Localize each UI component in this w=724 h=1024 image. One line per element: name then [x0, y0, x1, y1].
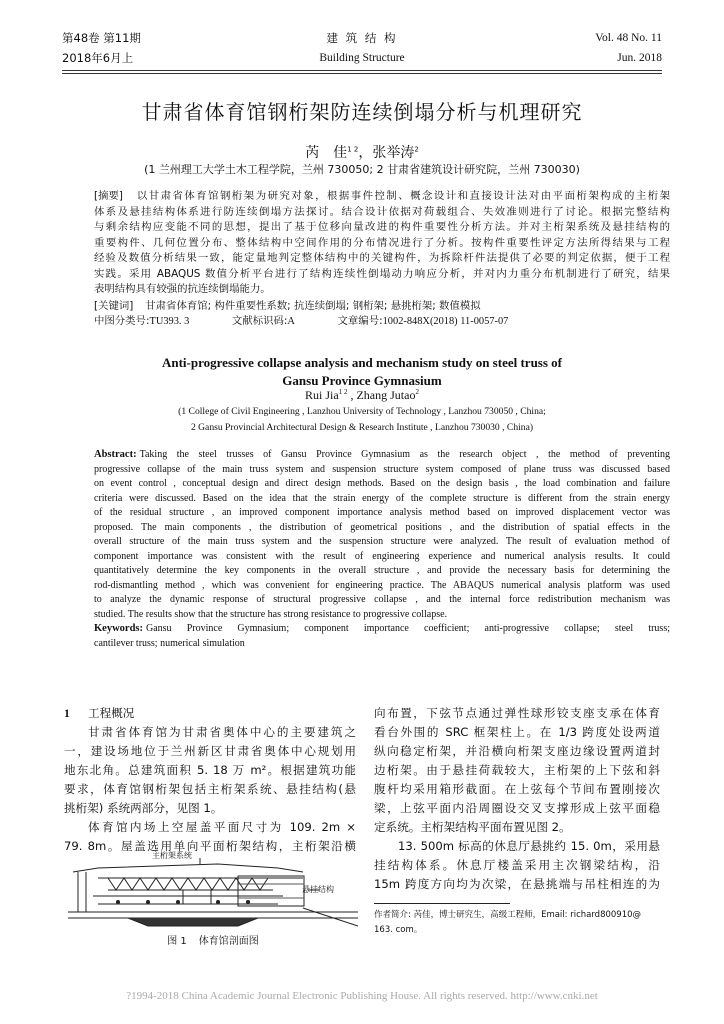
journal-name-en: Building Structure [319, 52, 405, 64]
keywords-en-line: Gansu Province Gymnasium; component importance coefficient; anti-progressive collapse; steel truss; [146, 623, 670, 634]
copyright-footer: ?1994-2018 China Academic Journal Electronic Publishing House. All rights reserved. http://www.cnki.net [126, 990, 598, 1002]
abstract-en-line: to analyze the dynamic response of structural progressive collapse , and the internal force redistribution mechanism was [94, 594, 670, 605]
body-line: 腹杆均采用箱形截面。在上弦每个节间布置刚接次 [374, 782, 660, 796]
figure-label-main-truss: 主桁架系统 [152, 851, 192, 860]
figure-1 [68, 851, 358, 951]
abstract-en-line: criteria were discussed. Based on the idea that the strain energy of the complete structure is different from the strain energy [94, 492, 670, 504]
journal-volume-en [595, 28, 662, 68]
abstract-en-line: on event control , conceptual design and direct design methods. Based on the design basis , the load combination and failure [94, 478, 670, 489]
author-name: 张举涛 [372, 145, 415, 161]
figure-caption [68, 932, 358, 947]
body-line: 体育馆内场上空屋盖平面尺寸为 109. 2m × [88, 820, 356, 834]
journal-name-zh: 建 筑 结 构 [326, 31, 398, 45]
body-line: 看台外围的 SRC 框架柱上。在 1/3 跨度处设两道 [374, 725, 660, 739]
abstract-en-line: proposed. The main components , the distribution of geometrical positions , and the distribution of spatial effects in the [94, 521, 670, 533]
body-line: 边桁架。由于悬挂荷载较大，主桁架的上下弦和斜 [374, 763, 660, 777]
body-line: 挂结构体系。休息厅楼盖采用主次钢梁结构，沿 [374, 858, 660, 872]
figure-caption-text: 体育馆剖面图 [198, 936, 259, 947]
abstract-line: 与剩余结构应变能不同的思想，提出了基于位移向量改进的构件重要性分析方法。并对主桁架系统及悬挂结构的 [94, 221, 670, 233]
authors-zh [0, 142, 724, 162]
section-number: 1 [64, 707, 70, 720]
abstract-en-line: component importance was consistent with the result of engineering experience and numerical analysis results. It could [94, 550, 670, 562]
classification-line [94, 314, 670, 330]
abstract-line: 实践。采用 ABAQUS 数值分析平台进行了结构连续性倒塌动力响应分析，并对内力重分布机制进行了研究，结果 [94, 267, 670, 280]
clc-label: 中图分类号: [94, 315, 150, 327]
abstract-en-line: overall structure of the main truss system and the suspension structure were analyzed. The result of evaluation method of [94, 536, 670, 547]
body-line: 梁，上弦平面内沿周圈设交叉支撑形成上弦平面稳 [374, 801, 660, 815]
author-affil-mark: 1 2 [338, 388, 348, 396]
body-line: 向布置，下弦节点通过弹性球形铰支座支承在体育 [374, 706, 660, 720]
abstract-en-line: rod-dismantling method , which was convenient for engineering practice. The ABAQUS numerical analysis platform was used [94, 579, 670, 591]
abstract-en [94, 448, 670, 651]
body-line: 15m 跨度方向均为次梁，在悬挑端与吊柱相连的为 [374, 877, 660, 891]
title-en-line: Anti-progressive collapse analysis and mechanism study on steel truss of [161, 355, 563, 370]
body-line: 甘肃省体育馆为甘肃省奥体中心的主要建筑之 [88, 725, 356, 739]
article-no-label: 文章编号: [337, 315, 383, 327]
abstract-en-label: Abstract: [94, 449, 137, 460]
abstract-line: 经验及数值分析结果一致，能定量地判定整体结构中的关键构件，为拆除杆件法提供了必要的判定依据，便于工程 [94, 252, 670, 264]
keywords-zh: 甘肃省体育馆; 构件重要性系数; 抗连续倒塌; 钢桁架; 悬挑桁架; 数值模拟 [145, 299, 481, 312]
body-right-column [374, 704, 660, 894]
author-affil-mark: 2 [414, 145, 419, 154]
authors-en [0, 388, 724, 403]
abstract-line: 以甘肃省体育馆钢桁架为研究对象，根据事件控制、概念设计和直接设计法对由平面桁架构成的主桁架 [136, 190, 670, 202]
abstract-line: 重要构件、几何位置分布、整体结构中空间作用的分布情况进行了分析。按构件重要性评定方法所得结果与工程 [94, 236, 670, 249]
keywords-en-line: cantilever truss; numerical simulation [94, 637, 245, 649]
body-line: 79. 8m。屋盖选用单向平面桁架结构，主桁架沿横 [64, 839, 356, 853]
header-rule [62, 70, 662, 71]
header-rule [62, 73, 662, 74]
date-en: Jun. 2018 [617, 52, 662, 64]
author-name: Zhang Jutao [356, 388, 416, 402]
body-line: 地东北角。总建筑面积 5. 18 万 m²。根据建筑功能 [64, 763, 356, 777]
volume-issue-zh: 第48卷 第11期 [62, 31, 141, 45]
paper-title-zh: 甘肃省体育馆钢桁架防连续倒塌分析与机理研究 [141, 100, 583, 124]
affiliation-en-line: (1 College of Civil Engineering , Lanzhou University of Technology , Lanzhou 730050 , China; [178, 406, 546, 417]
article-no-value: 1002-848X(2018) 11-0057-07 [382, 316, 509, 327]
figure-number: 图 1 [167, 936, 187, 947]
body-line: 纵向稳定桁架，并沿横向桁架支座边缘设置两道封 [374, 744, 660, 758]
keywords-label: [关键词] [94, 299, 134, 312]
footnote-line: 作者简介: 芮佳，博士研究生，高级工程师，Email: richard800910@ [374, 910, 642, 920]
clc-value: TU393. 3 [149, 316, 190, 327]
abstract-label: [摘要] [94, 190, 123, 202]
author-affil-mark: 1 2 [347, 145, 359, 154]
footnote-line: 163. com。 [374, 925, 423, 935]
affiliation-en-line: 2 Gansu Provincial Architectural Design & Research Institute , Lanzhou 730030 , China) [190, 422, 534, 433]
footnote [374, 908, 660, 938]
author-name: 芮 佳 [305, 145, 348, 161]
abstract-en-line: studied. The results show that the structure has strong resistance to progressive collapse. [94, 608, 448, 620]
section-title: 工程概况 [88, 706, 135, 720]
abstract-en-line: progressive collapse of the main truss system and suspension structure system composed of plane truss was discussed based [94, 463, 670, 475]
affiliation-en [0, 404, 724, 436]
paper-title-en [0, 354, 724, 390]
title-en-line: Gansu Province Gymnasium [282, 373, 442, 388]
body-line: 挑桁架) 系统两部分，见图 1。 [64, 801, 223, 815]
abstract-en-line: Taking the steel trusses of Gansu Province Gymnasium as the research object , the method of preventing [139, 449, 670, 460]
body-line: 定系统。主桁架结构平面布置见图 2。 [374, 820, 571, 834]
body-line: 13. 500m 标高的休息厅悬挑约 15. 0m，采用悬 [398, 839, 660, 853]
abstract-line: 体系及悬挂结构体系进行防连续倒塌方法探讨。结合设计依据对荷载组合、失效准则进行了讨论。根据完整结构 [94, 205, 670, 218]
author-affil-mark: 2 [415, 388, 419, 396]
body-line: 一，建设场地位于兰州新区甘肃省奥体中心规划用 [64, 744, 356, 758]
abstract-en-line: of the residual structure , an improved component importance analysis method based on improved displacement vector was [94, 507, 670, 518]
abstract-en-line: quantitatively determine the key components in the overall structure , and provide the necessary basis for determining the [94, 565, 670, 576]
author-name: Rui Jia [305, 388, 339, 402]
date-zh: 2018年6月上 [62, 51, 134, 65]
abstract-zh [94, 189, 670, 330]
volume-issue-en: Vol. 48 No. 11 [595, 32, 662, 44]
keywords-en-label: Keywords: [94, 623, 143, 634]
figure-label-suspension: 悬挂结构 [302, 885, 334, 894]
separator: ， [358, 145, 373, 161]
body-left-column [64, 704, 356, 856]
footnote-rule [374, 903, 510, 904]
body-line: 要求，体育馆钢桁架包括主桁架系统、悬挂结构(悬 [64, 782, 356, 796]
section-heading [64, 704, 356, 723]
doc-code-label: 文献标识码: [231, 315, 288, 327]
affiliation-zh: (1 兰州理工大学土木工程学院，兰州 730050; 2 甘肃省建筑设计研究院，兰州 730030) [144, 163, 580, 176]
doc-code-value: A [287, 316, 295, 327]
separator: , [347, 388, 357, 402]
abstract-line: 表明结构具有较强的抗连续倒塌能力。 [94, 283, 271, 295]
